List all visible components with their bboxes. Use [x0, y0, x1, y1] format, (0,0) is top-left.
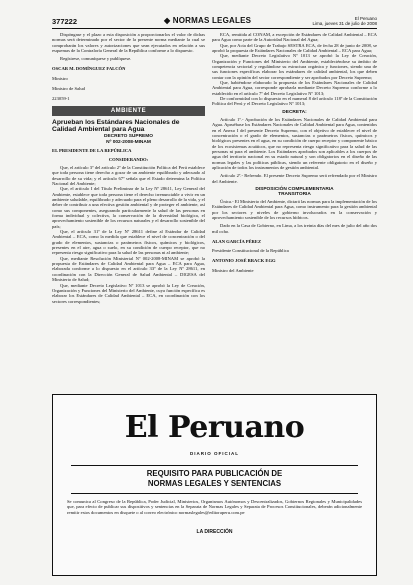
article-paragraph: Artículo 2º.- Refrendo. El presente Decreto Supremo será refrendado por el Ministro del Ambiente.: [212, 173, 377, 184]
header-date: [312, 16, 377, 26]
notice-signature: LA DIRECCIÓN: [196, 529, 233, 535]
considering-paragraph: Que, mediante Decreto Legislativo Nº 1013 se aprobó la Ley de Creación, Organización y Funciones del Ministerio del Ambiente, cuya función específica es elaborar los Estándares de Calidad Ambiental – ECA, en coordinación con los sectores correspondientes;: [52, 282, 205, 304]
considering-paragraph: Que, mediante Resolución Ministerial Nº 002-2008-MINAM se aprobó la propuesta de Estándares de Calidad Ambiental para Agua – ECA para Agua, elaborada conforme a lo dispuesto en el artículo 33º de la Ley Nº 28611, en coordinación con la Dirección General de Salud Ambiental – DIGESA del Ministerio de Salud;: [52, 255, 205, 283]
right-signature: [212, 239, 377, 274]
signature-line: ALAN GARCÍA PÉREZ: [212, 238, 262, 244]
divider: [71, 465, 358, 466]
right-column: [212, 32, 377, 278]
considering-paragraph: Que, el artículo I del Título Preliminar de la Ley Nº 28611, Ley General del Ambiente, establece que toda persona tiene el derecho irrenunciable a vivir en un ambiente saludable, equilibrado y adecuado para el pleno desarrollo de la vida, y el deber de contribuir a una efectiva gestión ambiental y de proteger el ambiente, así como sus componentes, asegurando particularmente la salud de las personas en forma individual y colectiva, la conservación de la diversidad biológica, el aprovechamiento sostenible de los recursos naturales y el desarrollo sostenible del país;: [52, 186, 205, 229]
signature-line: Ministro del Ambiente: [212, 268, 254, 274]
intro-paragraph: Que, habiéndose elaborado la propuesta de los Estándares Nacionales de Calidad Ambiental para Agua, corresponde aprobarla mediante Decreto Supremo conforme a lo establecido en el artículo 7º del Decreto Legislativo Nº 1013;: [212, 80, 377, 96]
signature-line: OSCAR M. DOMÍNGUEZ FALCÓN: [52, 66, 126, 72]
intro-paragraph: Que, por Acta del Grupo de Trabajo SESTRA ECA, de fecha 28 de junio de 2008, se aprobó la propuesta de Estándares Nacionales de Calidad Ambiental – ECA para Agua;: [212, 42, 377, 54]
intro-paragraph: ECA, remitida al CONAM, a excepción de Estándares de Calidad Ambiental – ECA para Agua como parte de la Autoridad Nacional del Agua;: [212, 32, 377, 43]
signature-line: Ministro de Salud: [52, 86, 85, 92]
el-peruano-logo: El Peruano: [124, 410, 305, 445]
considering-paragraph: Que, el artículo 3º del artículo 2º de la Constitución Política del Perú establece que toda persona tiene derecho a gozar de un ambiente equilibrado y adecuado al desarrollo de su vida; y el artículo 67º señala que el Estado determina la Política Nacional del Ambiente;: [52, 164, 205, 186]
transitory-paragraph: Única.- El Ministerio del Ambiente, dictará las normas para la implementación de los Estándares de Calidad Ambiental para Agua, como instrumento para la gestión ambiental por los sectores y niveles de gobierno involucrados en la conservación y aprovechamiento sostenible de los recursos hídricos.: [212, 198, 377, 220]
section-title: ◆ NORMAS LEGALES: [164, 16, 252, 25]
closing-paragraph: Dado en la Casa de Gobierno, en Lima, a los treinta días del mes de julio del año dos mil ocho.: [212, 223, 377, 234]
issuer: EL PRESIDENTE DE LA REPÚBLICA: [52, 148, 132, 154]
section-title-text: NORMAS LEGALES: [172, 16, 252, 25]
header-date-text: Lima, jueves 31 de julio de 2008: [312, 21, 377, 26]
intro-paragraph: Regístrese, comuníquese y publíquese.: [60, 56, 132, 62]
signature-line: Ministro: [52, 76, 68, 82]
divider: [71, 493, 358, 494]
decrees-heading: DECRETA:: [282, 109, 307, 115]
signature-id: 223059-1: [52, 95, 70, 101]
transitory-heading: TRANSITORIA: [278, 191, 311, 197]
header-paper-name: El Peruano: [354, 16, 377, 21]
signature-line: Presidente Constitucional de la República: [212, 248, 289, 254]
intro-paragraph: De conformidad con lo dispuesto en el numeral 8 del artículo 118º de la Constitución Política del Perú y el Decreto Legislativo Nº 1013;: [212, 96, 377, 107]
notice-title-line: REQUISITO PARA PUBLICACIÓN DE: [146, 469, 283, 478]
notice-body: Se comunica al Congreso de la República, Poder Judicial, Ministerios, Organismos Autónomos y Descentralizados, Gobiernos Regionales y Municipalidades que, para efecto de publicar sus dispositivos y sentencias en la Separata de Normas Legales y Separata de Procesos Constitucionales, deberán adicionalmente remitir estos documentos en disquete o al correo electrónico normaslegales@editoraperu.com.pe: [67, 499, 362, 515]
left-column: [52, 32, 205, 304]
intro-paragraph: Dispóngase y el plazo a esta disposición a proporcionarlos el valor de dichas normas será determinado por el sector de la presente norma mediante la cual se comprobarán los valores y autorizaciones que sean ejecutados en relación a sus esquemas de la Contraloría General de la República conforme a lo dispuesto.: [52, 32, 205, 54]
section-banner: AMBIENTE: [52, 106, 205, 116]
page-header: [52, 16, 377, 29]
intro-paragraph: Que, mediante Decreto Legislativo Nº 1013 se aprobó la Ley de Creación, Organización y Funciones del Ministerio del Ambiente, estableciéndose su ámbito de competencia sectorial y regulándose su estructura orgánica y funciones, siendo una de sus funciones específicas elaborar los estándares de calidad ambiental, los que deben contar con la opinión del sector correspondiente y ser aprobados por Decreto Supremo;: [212, 53, 377, 80]
page-number: 377222: [52, 17, 78, 26]
transitory-heading: DISPOSICIÓN COMPLEMENTARIA: [255, 186, 334, 192]
article-paragraph: Artículo 1º.- Aprobación de los Estándares Nacionales de Calidad Ambiental para Agua. Apruébase los Estándares Nacionales de Calidad Ambiental para Agua, contenidos en el Anexo I del presente Decreto Supremo, con el objetivo de establecer el nivel de concentración o el grado de elementos, sustancias o parámetros físicos, químicos y biológicos presentes en el agua, en su condición de cuerpo receptor y componente básico de los ecosistemas acuáticos, que no representa riesgo significativo para la salud de las personas ni para el ambiente. Los Estándares aprobados son aplicables a los cuerpos de agua del territorio nacional en su estado natural y son obligatorios en el diseño de las normas legales y las políticas públicas, siendo un referente obligatorio en el diseño y aplicación de todos los instrumentos de gestión ambiental.: [212, 116, 377, 170]
article-title: Aprueban los Estándares Nacionales de Calidad Ambiental para Agua: [52, 118, 180, 134]
considering-paragraph: Que, el artículo 31º de la Ley Nº 28611 define al Estándar de Calidad Ambiental – ECA, como la medida que establece el nivel de concentración o del grado de elementos, sustancias o parámetros físicos, químicos y biológicos, presentes en el aire, agua o suelo, en su condición de cuerpo receptor, que no representa riesgo significativo para la salud de las personas ni al ambiente;: [52, 229, 205, 256]
notice-title: [53, 469, 376, 488]
logo-subtitle: DIARIO OFICIAL: [190, 451, 239, 456]
notice-box: [52, 394, 377, 576]
notice-title-line: NORMAS LEGALES Y SENTENCIAS: [147, 478, 282, 488]
decree-type: DECRETO SUPREMO: [104, 134, 153, 140]
considering-heading: CONSIDERANDO:: [108, 156, 149, 162]
decree-number: Nº 002-2008-MINAM: [106, 139, 151, 145]
signature-line: ANTONIO JOSÉ BRACK EGG: [212, 258, 276, 264]
left-signature: [52, 66, 205, 91]
